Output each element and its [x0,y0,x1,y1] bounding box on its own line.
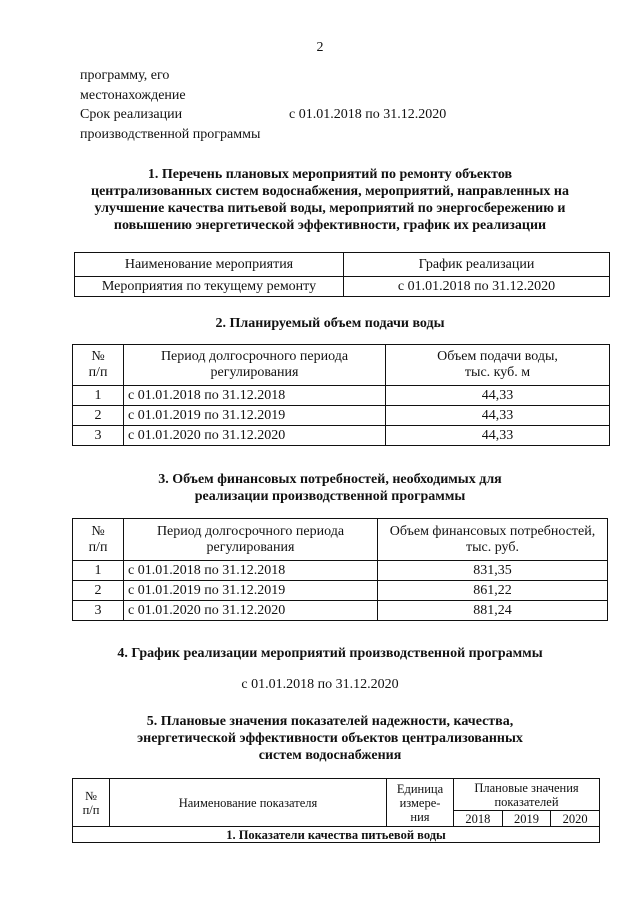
header-text: п/п [82,802,100,817]
section-3-title [40,471,620,505]
table-cell: 861,22 [378,581,608,601]
table-cell: 1 [73,386,124,406]
header-cell-name: Наименование показателя [110,779,387,827]
header-text: тыс. куб. м [464,365,531,380]
section-5-title-line: 5. Плановые значения показателей надежности, качества, [146,714,514,729]
table-header-row [73,345,610,386]
table-header-row [75,253,610,277]
subsection-cell: 1. Показатели качества питьевой воды [73,827,600,843]
header-text: регулирования [210,365,299,380]
header-text: № [91,349,105,364]
table-row [73,406,610,426]
section-1-title-line: повышению энергетической эффективности, график их реализации [113,218,547,233]
table-cell: с 01.01.2020 по 31.12.2020 [124,601,378,621]
table-cell: с 01.01.2019 по 31.12.2019 [124,581,378,601]
table-cell: 3 [73,601,124,621]
section-1-title-line: централизованных систем водоснабжения, мероприятий, направленных на [91,184,569,199]
header-text: регулирования [206,539,295,555]
intro-line-4: производственной программы [80,127,261,142]
section-3-title-line: 3. Объем финансовых потребностей, необходимых для [158,472,502,487]
table-cell: с 01.01.2018 по 31.12.2020 [344,277,610,297]
header-cell-num [73,345,124,386]
table-cell: 831,35 [378,561,608,581]
header-text: тыс. руб. [466,539,519,555]
section-5-title [40,713,620,764]
section-1-table [74,252,610,297]
table-row [75,277,610,297]
table-cell: 2 [73,406,124,426]
section-4-period: с 01.01.2018 по 31.12.2020 [241,677,399,692]
table-subsection-row [73,827,600,843]
header-text: № [91,523,105,539]
table-cell: с 01.01.2018 по 31.12.2018 [124,386,386,406]
header-text: Единица [396,781,444,796]
table-cell: с 01.01.2019 по 31.12.2019 [124,406,386,426]
header-text: п/п [88,365,108,380]
table-cell: 44,33 [386,426,610,446]
header-cell-period [124,345,386,386]
section-4-title: 4. График реализации мероприятий производственной программы [117,646,543,661]
header-text: Период долгосрочного периода [160,349,349,364]
header-text: Плановые значения [474,780,579,795]
section-2-table [72,344,610,446]
section-1-title [40,166,620,234]
table-cell: 44,33 [386,406,610,426]
header-cell-year: 2018 [454,811,503,827]
section-1-title-line: 1. Перечень плановых мероприятий по ремонту объектов [147,167,513,182]
table-header-row [73,519,608,561]
section-3-table [72,518,608,621]
intro-line-2: местонахождение [80,88,186,103]
table-row [73,581,608,601]
header-cell-unit [387,779,454,827]
header-text: Объем подачи воды, [437,349,558,364]
table-row [73,601,608,621]
header-text: измере- [399,795,441,810]
intro-line-3-label: Срок реализации [80,107,183,122]
table-row [73,426,610,446]
table-cell: с 01.01.2018 по 31.12.2018 [124,561,378,581]
header-cell-year: 2020 [551,811,600,827]
section-5-title-line: систем водоснабжения [258,748,402,763]
header-cell-plan [454,779,600,811]
intro-line-1: программу, его [80,68,170,83]
header-text: п/п [88,539,108,555]
table-cell: 881,24 [378,601,608,621]
table-cell: 1 [73,561,124,581]
header-cell-year: 2019 [502,811,551,827]
header-cell-period [124,519,378,561]
table-cell: 2 [73,581,124,601]
table-cell: с 01.01.2020 по 31.12.2020 [124,426,386,446]
header-cell-num [73,779,110,827]
section-3-title-line: реализации производственной программы [194,489,466,504]
section-5-title-line: энергетической эффективности объектов централизованных [137,731,523,746]
section-2-title: 2. Планируемый объем подачи воды [215,316,445,331]
header-cell: Наименование мероприятия [75,253,344,277]
header-cell-num [73,519,124,561]
header-cell-value [378,519,608,561]
section-5-table [72,778,600,843]
header-text: № [85,788,97,803]
intro-line-3-value: с 01.01.2018 по 31.12.2020 [289,107,447,122]
header-text: Период долгосрочного периода [156,523,345,539]
table-row [73,561,608,581]
page-number: 2 [316,40,324,55]
section-1-title-line: улучшение качества питьевой воды, мероприятий по энергосбережению и [94,201,566,216]
table-cell: 44,33 [386,386,610,406]
header-text: Объем финансовых потребностей, [389,523,596,539]
table-header-row [73,779,600,811]
table-cell: 3 [73,426,124,446]
header-cell-value [386,345,610,386]
header-text: ния [410,809,430,824]
table-cell: Мероприятия по текущему ремонту [75,277,344,297]
header-text: показателей [494,794,559,809]
table-row [73,386,610,406]
header-cell: График реализации [344,253,610,277]
